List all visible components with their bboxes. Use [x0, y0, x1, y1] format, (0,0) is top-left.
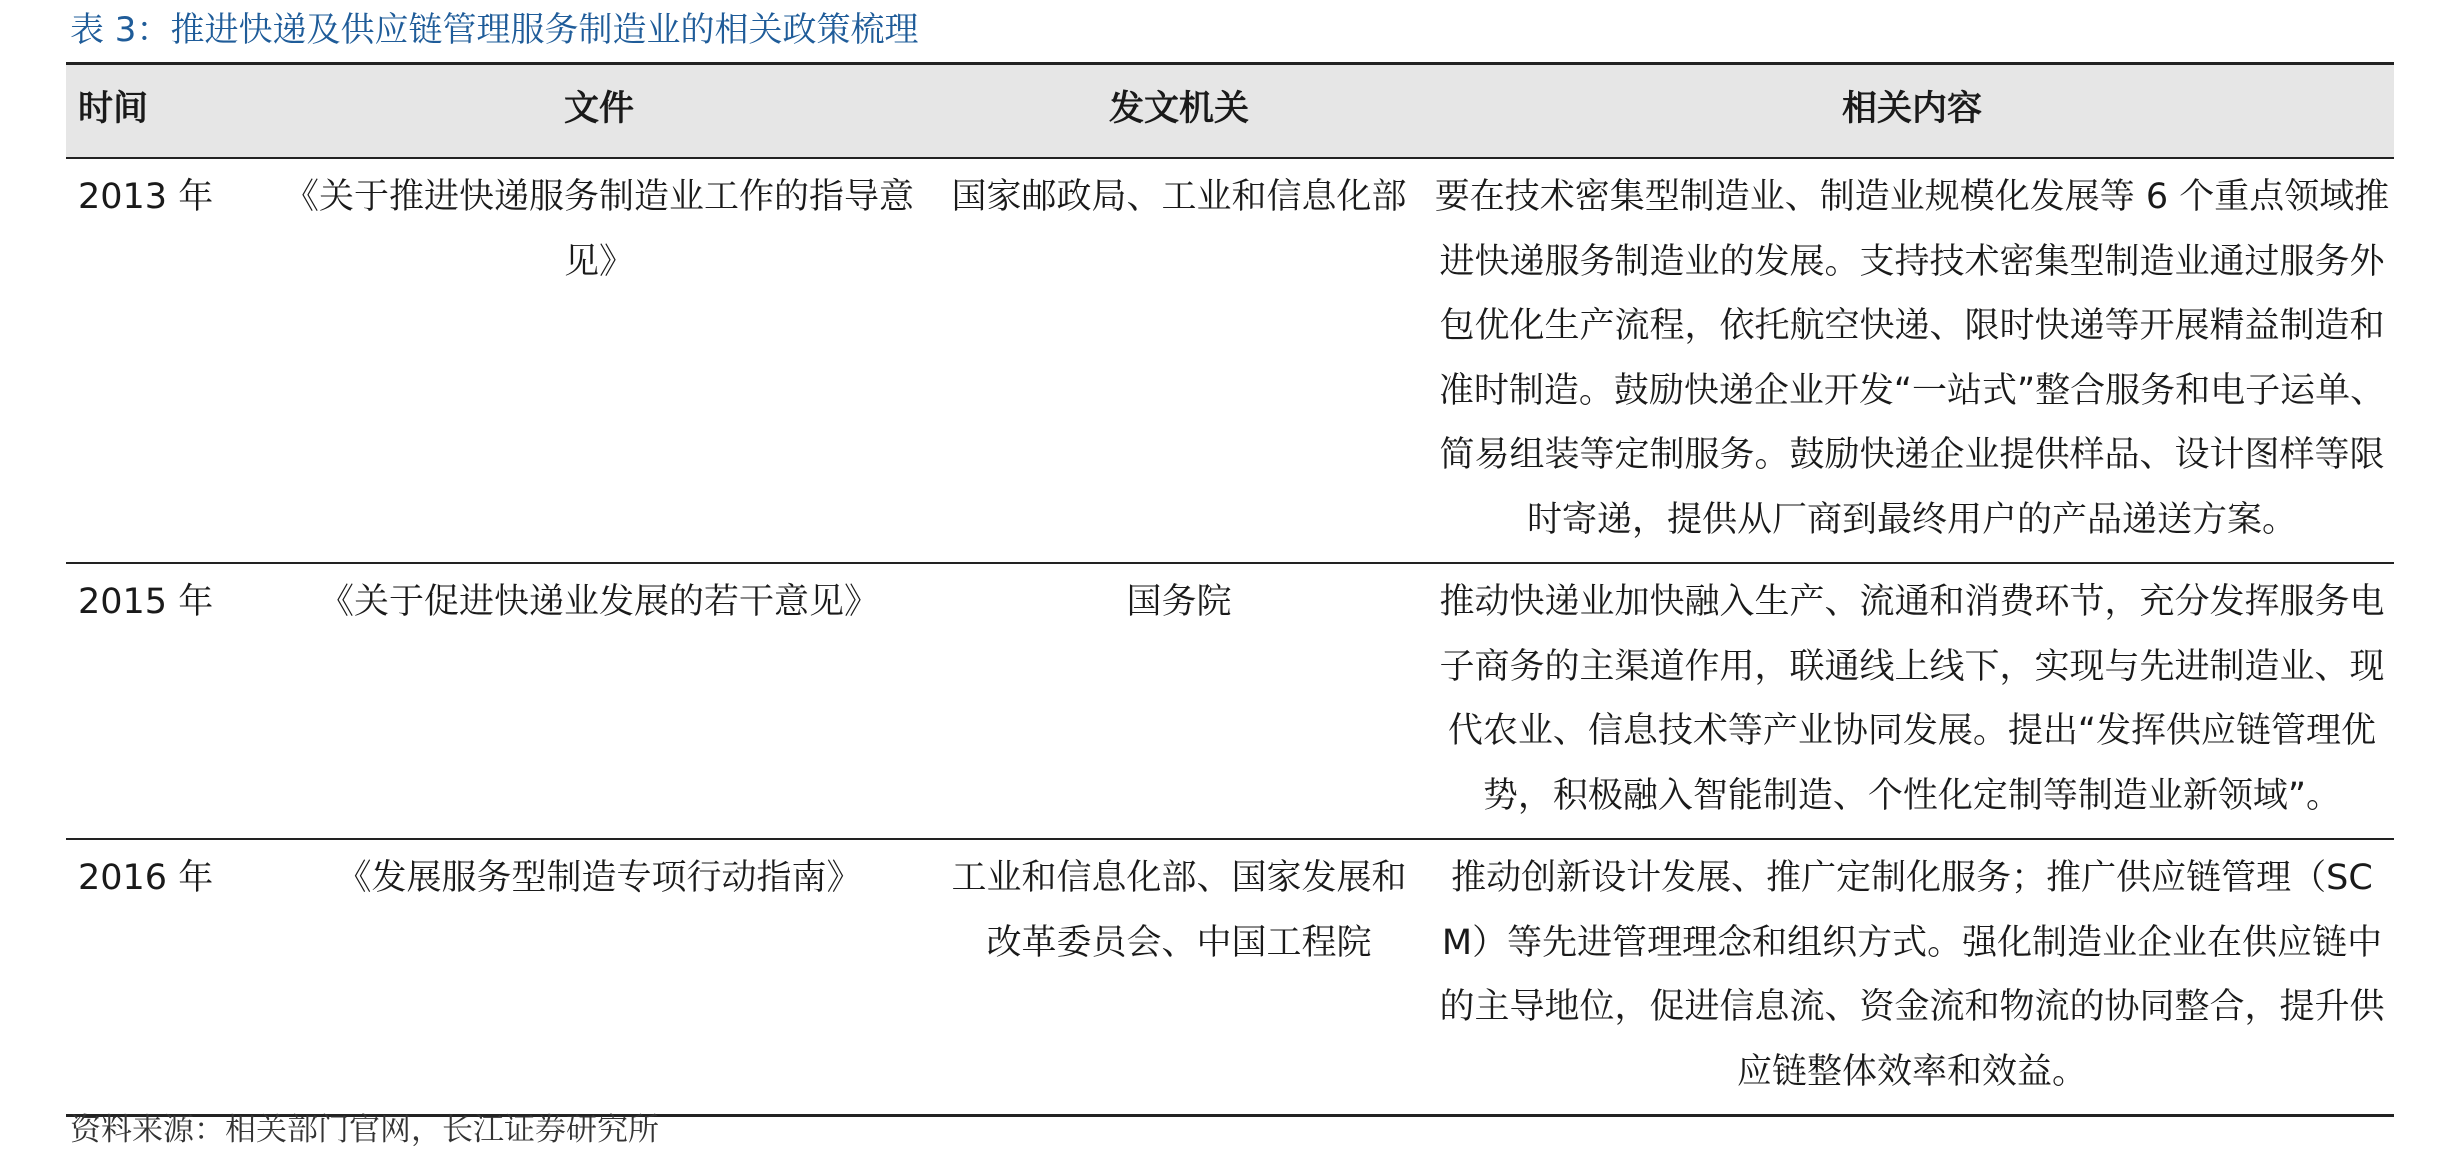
cell-content: 推动快递业加快融入生产、流通和消费环节，充分发挥服务电子商务的主渠道作用，联通线上线下，实现与先进制造业、现代农业、信息技术等产业协同发展。提出“发挥供应链管理优势，积极融入智能制造、个性化定制等制造业新领域”。 [1439, 582, 2385, 816]
cell-time: 2015 年 [78, 582, 214, 622]
header-content: 相关内容 [1841, 89, 1982, 129]
cell-time: 2013 年 [78, 177, 214, 217]
cell-document: 《关于推进快递服务制造业工作的指导意见》 [283, 177, 914, 282]
table-row [66, 838, 2394, 1114]
cell-document: 《发展服务型制造专项行动指南》 [336, 858, 862, 898]
table-row [66, 157, 2394, 562]
table-row [66, 562, 2394, 838]
cell-document: 《关于促进快递业发展的若干意见》 [318, 582, 879, 622]
header-time: 时间 [78, 89, 149, 129]
cell-content: 要在技术密集型制造业、制造业规模化发展等 6 个重点领域推进快递服务制造业的发展。支持技术密集型制造业通过服务外包优化生产流程，依托航空快递、限时快递等开展精益制造和准时制造。鼓励快递企业开发“一站式”整合服务和电子运单、简易组装等定制服务。鼓励快递企业提供样品、设计图样等限时寄递，提供从厂商到最终用户的产品递送方案。 [1434, 177, 2390, 540]
table-header-row [66, 65, 2394, 157]
cell-authority: 国务院 [1126, 582, 1232, 622]
source-note: 资料来源：相关部门官网，长江证券研究所 [70, 1112, 659, 1148]
header-authority: 发文机关 [1108, 89, 1249, 129]
cell-content: 推动创新设计发展、推广定制化服务；推广供应链管理（SCM）等先进管理理念和组织方式。强化制造业企业在供应链中的主导地位，促进信息流、资金流和物流的协同整合，提升供应链整体效率和效益。 [1439, 858, 2385, 1092]
policy-table [66, 62, 2394, 1117]
cell-authority: 国家邮政局、工业和信息化部 [951, 177, 1407, 217]
cell-authority: 工业和信息化部、国家发展和改革委员会、中国工程院 [951, 858, 1407, 963]
cell-time: 2016 年 [78, 858, 214, 898]
header-document: 文件 [563, 89, 634, 129]
table-caption: 表 3：推进快递及供应链管理服务制造业的相关政策梳理 [70, 10, 919, 50]
